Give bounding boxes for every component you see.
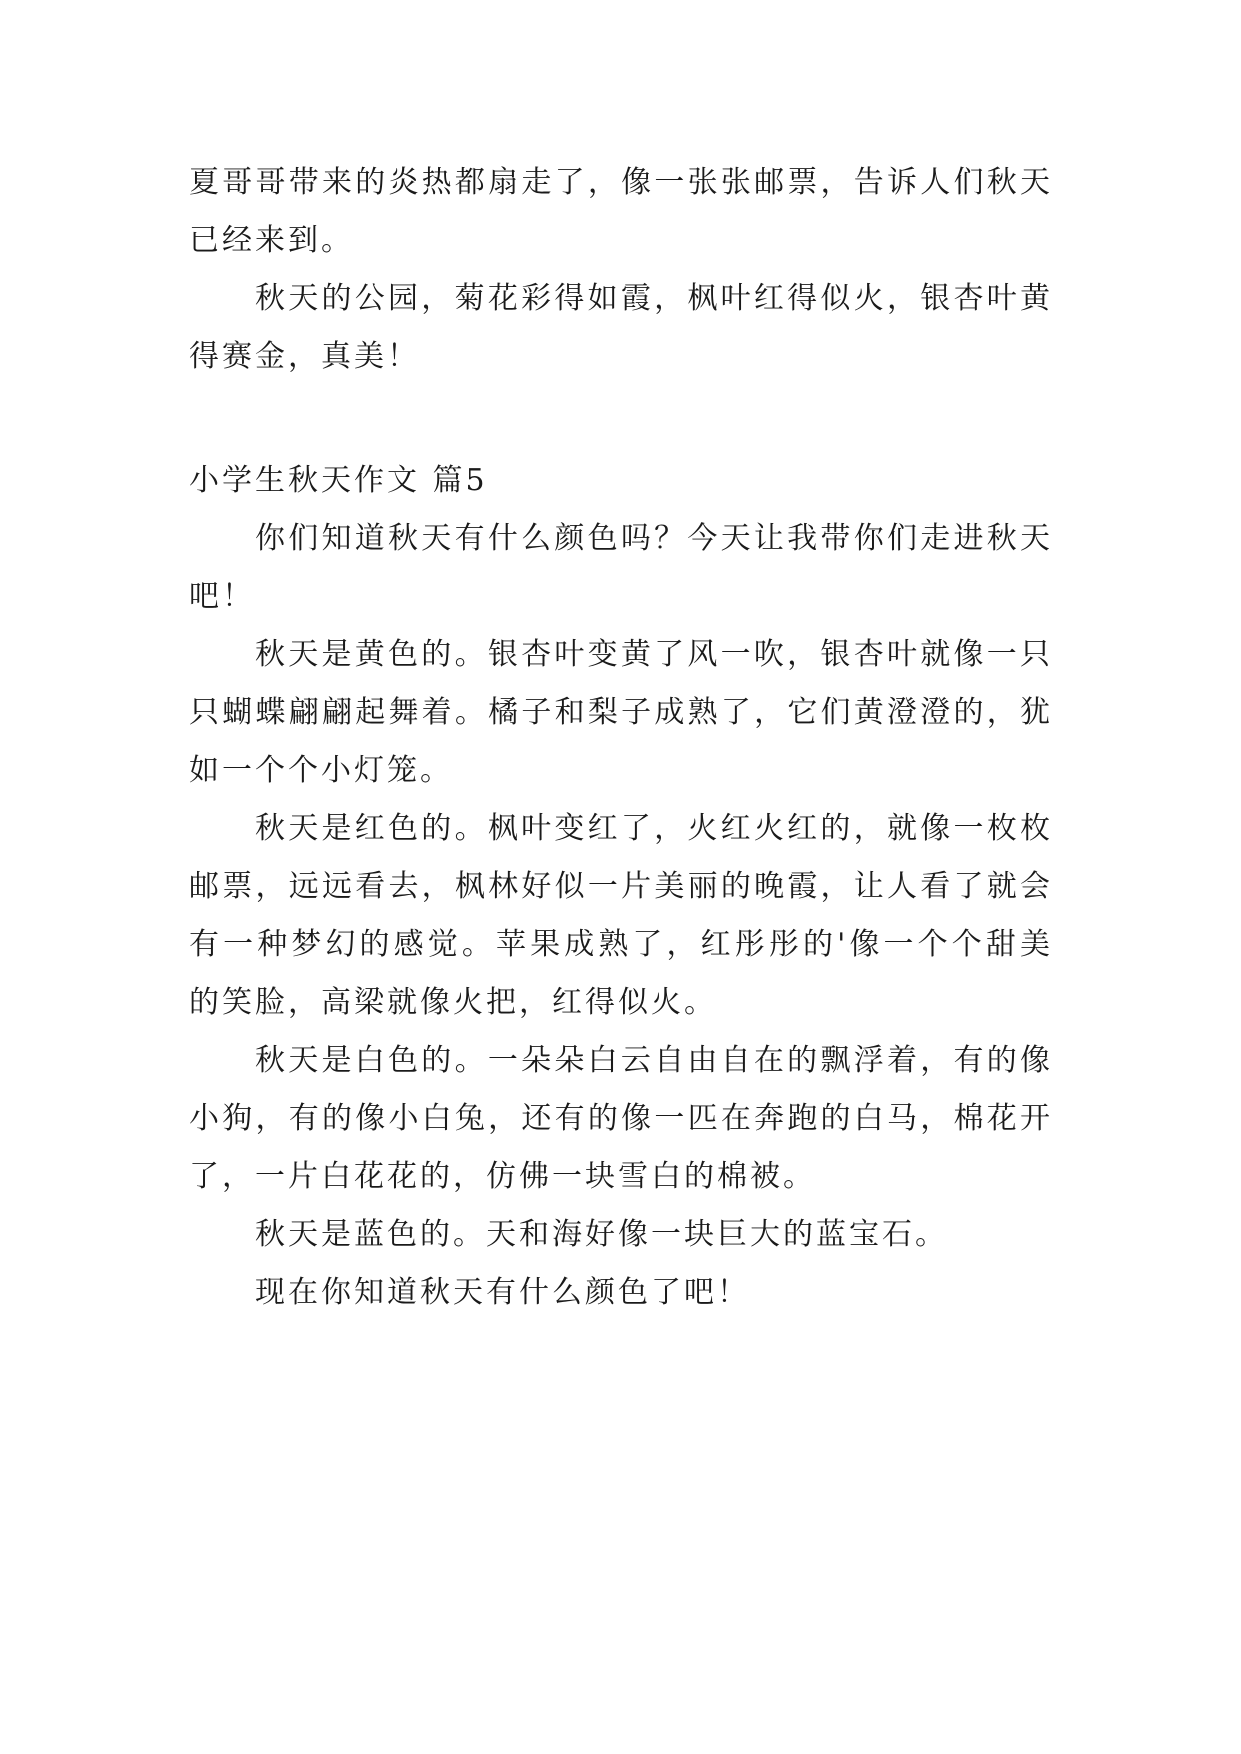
section-gap [189,386,1053,452]
paragraph-yellow: 秋天是黄色的。银杏叶变黄了风一吹，银杏叶就像一只只蝴蝶翩翩起舞着。橘子和梨子成熟了，它们黄澄澄的，犹如一个个小灯笼。 [189,637,1053,788]
paragraph-continuation: 夏哥哥带来的炎热都扇走了，像一张张邮票，告诉人们秋天已经来到。 [189,165,1053,258]
section-title: 小学生秋天作文 篇5 [189,463,488,498]
paragraph-blue: 秋天是蓝色的。天和海好像一块巨大的蓝宝石。 [255,1217,948,1252]
paragraph-park: 秋天的公园，菊花彩得如霞，枫叶红得似火，银杏叶黄得赛金，真美！ [189,281,1053,374]
document-body [189,154,1053,1322]
paragraph-red: 秋天是红色的。枫叶变红了，火红火红的，就像一枚枚邮票，远远看去，枫林好似一片美丽的晚霞，让人看了就会有一种梦幻的感觉。苹果成熟了，红彤彤的'像一个个甜美的笑脸，高梁就像火把，红得似火。 [189,811,1053,1020]
paragraph-white: 秋天是白色的。一朵朵白云自由自在的飘浮着，有的像小狗，有的像小白兔，还有的像一匹在奔跑的白马，棉花开了，一片白花花的，仿佛一块雪白的棉被。 [189,1043,1053,1194]
paragraph-closing: 现在你知道秋天有什么颜色了吧！ [255,1275,750,1310]
paragraph-question: 你们知道秋天有什么颜色吗？今天让我带你们走进秋天吧！ [189,521,1053,614]
